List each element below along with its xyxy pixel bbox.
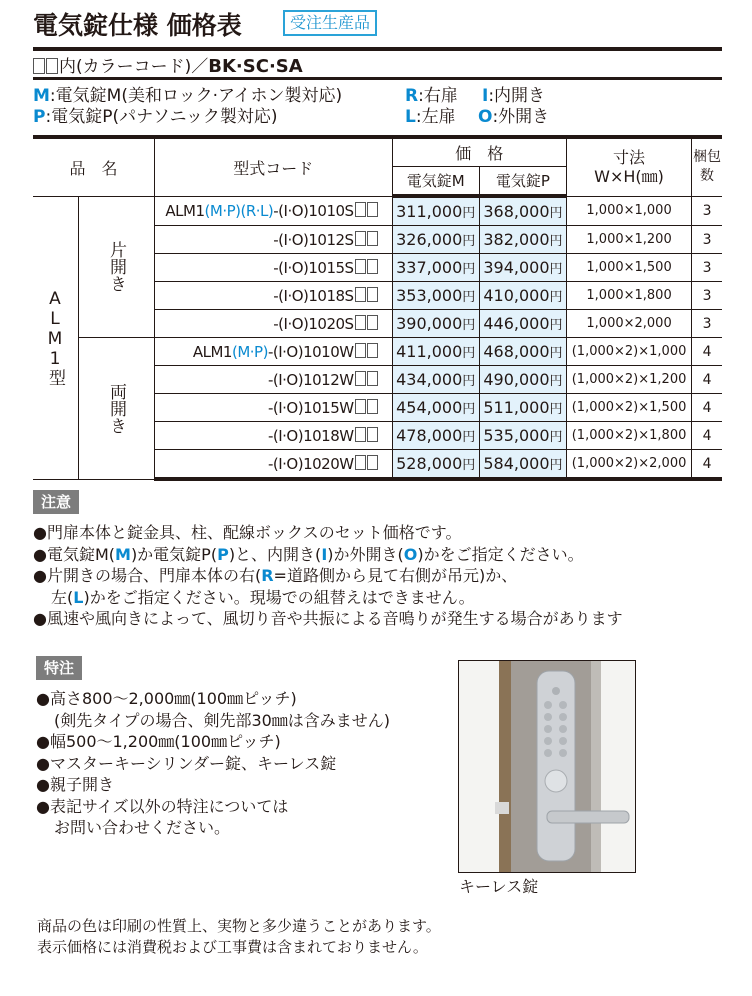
page-title: 電気錠仕様 価格表 (33, 11, 242, 40)
open-type-label: 両開き (106, 382, 126, 434)
size: (1,000×2)×1,200 (567, 366, 692, 394)
price-p: 511,000円 (479, 394, 566, 422)
legend-r (405, 86, 458, 107)
special-order-item: ●幅500～1,200㎜(100㎜ピッチ) (36, 732, 281, 751)
model-code: ALM1(M·P)(R·L)-(I·O)1010S (155, 196, 393, 226)
package-count: 3 (692, 282, 722, 310)
size: 1,000×1,200 (567, 226, 692, 254)
header-package-count-label: 梱包数 (693, 149, 722, 185)
legend-key-p: P (33, 107, 46, 127)
price-p: 382,000円 (479, 226, 566, 254)
special-order-item: ●表記サイズ以外の特注については (36, 796, 289, 816)
legend-i (482, 86, 545, 107)
price-p: 584,000円 (479, 450, 566, 480)
title-divider (33, 47, 722, 51)
legend-text-r: :右扉 (418, 86, 458, 106)
package-count: 4 (692, 366, 722, 394)
legend-key-m: M (33, 86, 50, 106)
price-table (33, 135, 722, 481)
special-order-item-continued: (剣先タイプの場合、剣先部30㎜は含みません) (54, 710, 391, 730)
price-p: 535,000円 (479, 422, 566, 450)
price-m: 411,000円 (392, 338, 479, 366)
package-count: 3 (692, 310, 722, 338)
caution-item-continued: 左(L)かをご指定ください。現場での組替えはできません。 (51, 587, 475, 607)
color-code-box-icon (46, 58, 58, 74)
open-type-cell (79, 338, 155, 480)
price-p: 446,000円 (479, 310, 566, 338)
size: 1,000×2,000 (567, 310, 692, 338)
price-p: 490,000円 (479, 366, 566, 394)
caution-item: ●風速や風向きによって、風切り音や共振による音鳴りが発生する場合があります (33, 609, 623, 628)
price-m: 434,000円 (392, 366, 479, 394)
price-m: 353,000円 (392, 282, 479, 310)
header-package-count (692, 137, 722, 196)
color-code-values: BK·SC·SA (208, 56, 303, 77)
special-order-item: ●親子開き (36, 775, 114, 794)
package-count: 3 (692, 254, 722, 282)
legend-l (405, 107, 456, 128)
special-order-list (36, 688, 390, 839)
legend-text-l: :左扉 (415, 107, 456, 127)
caution-item: ●門扉本体と錠金具、柱、配線ボックスのセット価格です。 (33, 523, 462, 542)
keyless-lock-image (459, 661, 635, 872)
price-p: 468,000円 (479, 338, 566, 366)
legend-p (33, 107, 278, 128)
photo-caption: キーレス錠 (459, 877, 539, 896)
special-order-item-continued: お問い合わせください。 (54, 818, 231, 837)
caution-list (33, 522, 623, 630)
size: 1,000×1,000 (567, 196, 692, 226)
header-product-name: 品 名 (33, 137, 155, 196)
header-price-p: 電気錠P (479, 167, 566, 197)
legend-text-i: :内開き (488, 86, 546, 106)
size: 1,000×1,800 (567, 282, 692, 310)
size: (1,000×2)×1,800 (567, 422, 692, 450)
price-m: 528,000円 (392, 450, 479, 480)
model-code: -(I·O)1018S (155, 282, 393, 310)
header-model-code: 型式コード (155, 137, 393, 196)
model-code: ALM1(M·P)-(I·O)1010W (155, 338, 393, 366)
open-type-label: 片開き (106, 241, 126, 293)
price-p: 394,000円 (479, 254, 566, 282)
package-count: 3 (692, 226, 722, 254)
price-p: 410,000円 (479, 282, 566, 310)
header-size-line2: W×H(㎜) (594, 167, 664, 187)
special-order-item: ●高さ800～2,000㎜(100㎜ピッチ) (36, 689, 297, 708)
color-code-label: 内(カラーコード)／ (59, 57, 209, 77)
product-group-cell (33, 196, 79, 479)
caution-tag: 注意 (33, 490, 79, 514)
package-count: 4 (692, 450, 722, 480)
model-code: -(I·O)1012W (155, 366, 393, 394)
package-count: 3 (692, 196, 722, 226)
color-code-divider (33, 77, 722, 80)
header-price-m: 電気錠M (392, 167, 479, 197)
header-size-line1: 寸法 (613, 148, 646, 168)
package-count: 4 (692, 422, 722, 450)
legend-key-o: O (478, 107, 493, 127)
caution-item: ●電気錠M(M)か電気錠P(P)と、内開き(I)か外開き(O)かをご指定ください。 (33, 544, 584, 564)
special-order-tag: 特注 (36, 656, 82, 680)
header-size (567, 137, 692, 196)
legend-text-p: :電気錠P(パナソニック製対応) (45, 107, 278, 127)
price-m: 454,000円 (392, 394, 479, 422)
footer-line-1: 商品の色は印刷の性質上、実物と多少違うことがあります。 (37, 917, 441, 935)
size: 1,000×1,500 (567, 254, 692, 282)
legend-text-o: :外開き (492, 107, 550, 127)
model-code: -(I·O)1020W (155, 450, 393, 480)
size: (1,000×2)×1,000 (567, 338, 692, 366)
model-code: -(I·O)1020S (155, 310, 393, 338)
footer-line-2: 表示価格には消費税および工事費は含まれておりません。 (37, 938, 428, 956)
package-count: 4 (692, 394, 722, 422)
legend-text-m: :電気錠M(美和ロック·アイホン製対応) (49, 86, 343, 106)
caution-item: ●片開きの場合、門扉本体の右(R=道路側から見て右側が吊元)か、 (33, 566, 518, 585)
table-row (33, 196, 722, 226)
price-m: 478,000円 (392, 422, 479, 450)
legend-key-r: R (405, 86, 419, 106)
legend-o (478, 107, 549, 128)
price-m: 311,000円 (392, 196, 479, 226)
legend-key-i: I (482, 86, 489, 106)
header-price: 価 格 (392, 137, 566, 167)
size: (1,000×2)×2,000 (567, 450, 692, 480)
open-type-cell (79, 196, 155, 338)
footer-notes (37, 916, 441, 958)
legend-m (33, 86, 342, 107)
size: (1,000×2)×1,500 (567, 394, 692, 422)
price-m: 390,000円 (392, 310, 479, 338)
legend-key-l: L (405, 107, 416, 127)
special-order-item: ●マスターキーシリンダー錠、キーレス錠 (36, 753, 337, 773)
made-to-order-badge: 受注生産品 (283, 10, 377, 36)
table-row (33, 338, 722, 366)
keyless-lock-photo (458, 660, 636, 873)
model-code: -(I·O)1015S (155, 254, 393, 282)
product-group-label: ALM1型 (45, 289, 65, 386)
model-code: -(I·O)1015W (155, 394, 393, 422)
price-p: 368,000円 (479, 196, 566, 226)
color-code-box-icon (33, 58, 45, 74)
model-code: -(I·O)1018W (155, 422, 393, 450)
color-code-line (33, 52, 303, 77)
price-m: 337,000円 (392, 254, 479, 282)
package-count: 4 (692, 338, 722, 366)
model-code: -(I·O)1012S (155, 226, 393, 254)
price-m: 326,000円 (392, 226, 479, 254)
